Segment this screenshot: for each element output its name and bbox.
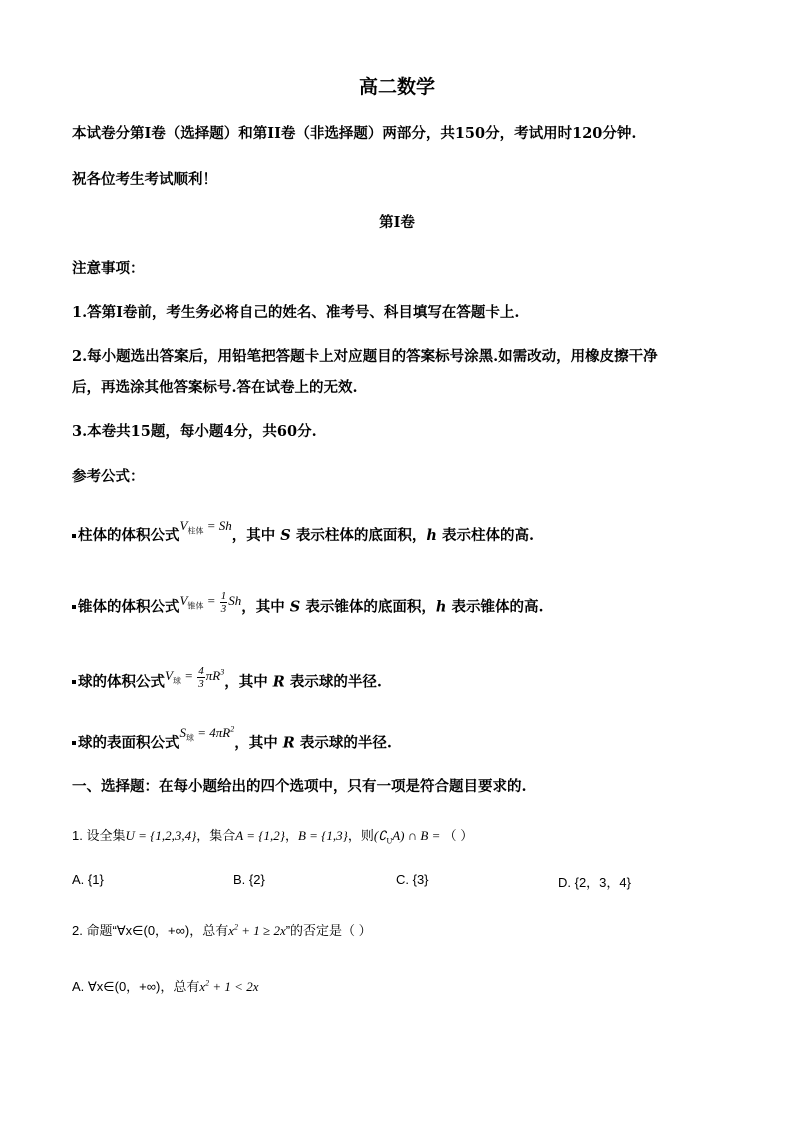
- intro-text: 本试卷分第I卷（选择题）和第II卷（非选择题）两部分，共150分，考试用时120分钟.: [72, 125, 637, 142]
- formula-cone: 锥体的体积公式$V_{锥体}$ = $\frac{1}{3}$ Sh，其中 S 表示锥体的底面积，h 表示锥体的高.: [72, 590, 544, 616]
- notice-item-3: 3.本卷共15题，每小题4分，共60分.: [72, 423, 317, 440]
- question-2-option-a[interactable]: A. ∀x∈(0，+∞)，总有$x^2 + 1 < 2x$: [72, 978, 259, 994]
- formula-expression: $S_球 = 4\pi R^2$: [179, 725, 235, 743]
- formula-prism: 柱体的体积公式$V_{柱体} = Sh$，其中 S 表示柱体的底面积，h 表示柱体的高.: [72, 518, 534, 545]
- formula-label: 球的体积公式: [78, 673, 165, 691]
- formula-sphere-volume: 球的体积公式$V_球$ = $\frac{4}{3}$ $\pi R^3$，其中 R 表示球的半径.: [72, 665, 382, 691]
- notice-heading: 注意事项：: [72, 260, 145, 277]
- bullet-icon: [72, 680, 76, 684]
- question-1-option-b[interactable]: B. {2}: [233, 872, 265, 887]
- question-1-option-c[interactable]: C. {3}: [396, 872, 429, 887]
- question-1-option-a[interactable]: A. {1}: [72, 872, 104, 887]
- notice-item-2-line2: 后，再选涂其他答案标号.答在试卷上的无效.: [72, 379, 358, 396]
- notice-item-2-line1: 2.每小题选出答案后，用铅笔把答题卡上对应题目的答案标号涂黑.如需改动，用橡皮擦干净: [72, 348, 658, 365]
- formula-sphere-surface: 球的表面积公式$S_球 = 4\pi R^2$，其中 R 表示球的半径.: [72, 725, 392, 752]
- question-2: 2. 命题“∀x∈(0，+∞)，总有$x^2 + 1 \ge 2x$”的否定是（ ）: [72, 922, 372, 938]
- page-title: 高二数学: [358, 76, 435, 98]
- question-1: 1. 设全集U = {1,2,3,4}，集合A = {1,2}，B = {1,3}，则$(∁_UA)$ ∩ B = （ ）: [72, 828, 474, 846]
- formula-expression: $V_球$ = $\frac{4}{3}$ $\pi R^3$: [165, 665, 225, 690]
- part-heading: 第I卷: [379, 214, 415, 231]
- notice-item-1: 1.答第I卷前，考生务必将自己的姓名、准考号、科目填写在答题卡上.: [72, 304, 520, 321]
- formulas-heading: 参考公式：: [72, 468, 145, 485]
- formula-label: 球的表面积公式: [78, 734, 180, 752]
- formula-label: 锥体的体积公式: [78, 598, 180, 616]
- formula-expression: $V_{柱体} = Sh$: [179, 518, 232, 536]
- bullet-icon: [72, 741, 76, 745]
- bullet-icon: [72, 534, 76, 538]
- section-1-heading: 一、选择题：在每小题给出的四个选项中，只有一项是符合题目要求的.: [72, 778, 527, 795]
- formula-label: 柱体的体积公式: [78, 527, 180, 544]
- wish-text: 祝各位考生考试顺利！: [72, 171, 217, 188]
- bullet-icon: [72, 605, 76, 609]
- formula-expression: $V_{锥体}$ = $\frac{1}{3}$ Sh: [179, 590, 242, 615]
- question-1-option-d[interactable]: D. {2，3，4}: [558, 875, 631, 890]
